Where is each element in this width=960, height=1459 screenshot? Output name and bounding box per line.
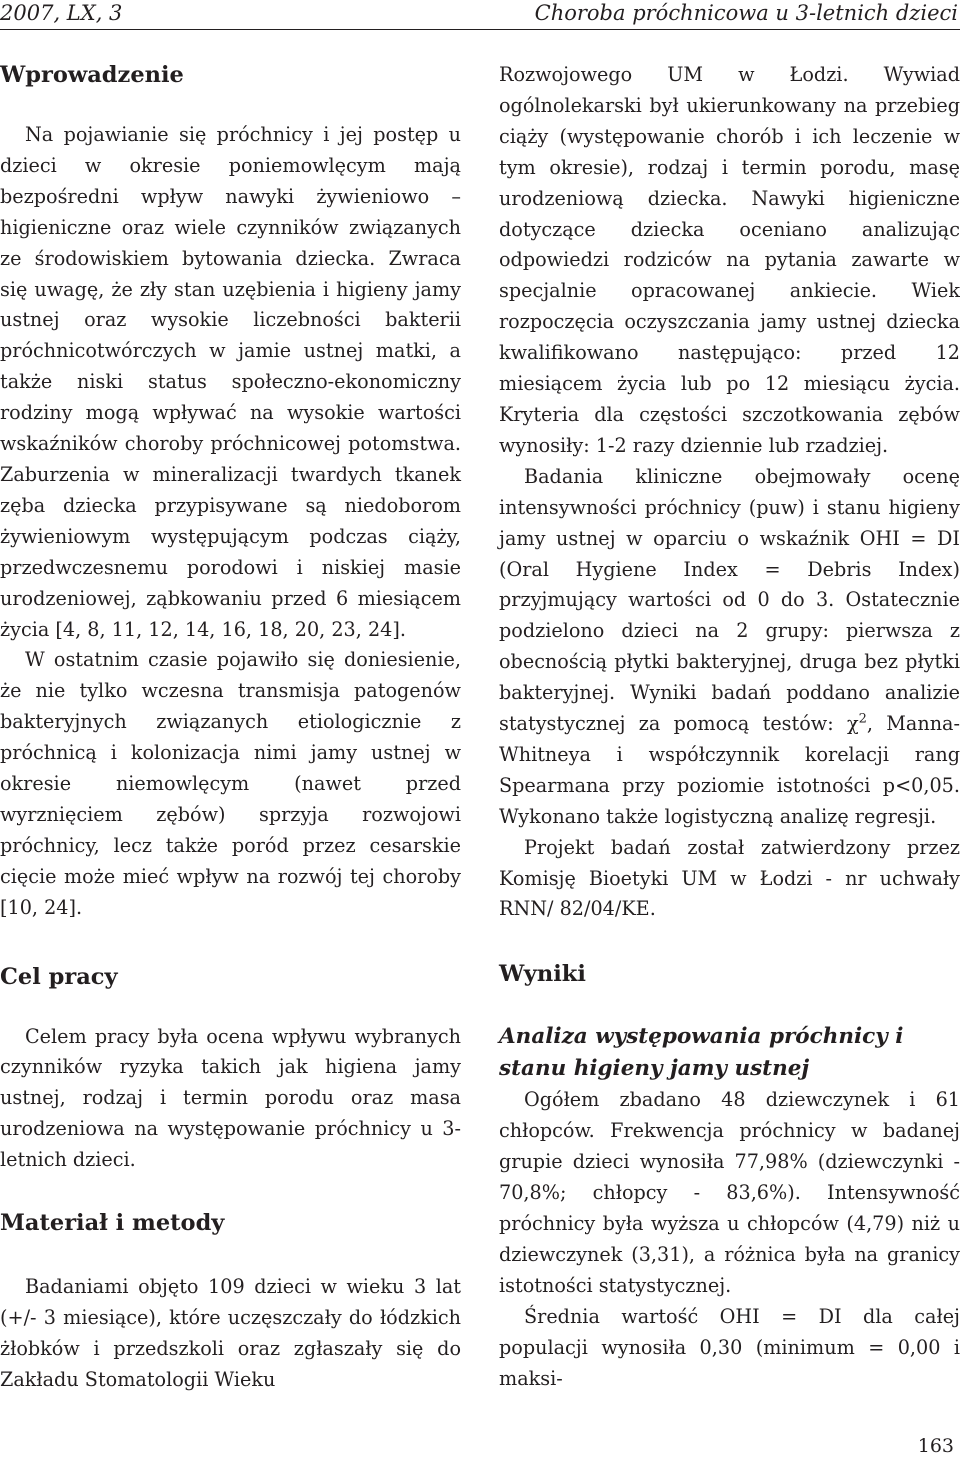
header-rule — [0, 29, 960, 30]
chi-square-superscript: 2 — [858, 711, 867, 727]
methods-paragraph-3 — [499, 462, 960, 833]
results-subheading: Analiza występowania próchnicy i stanu higieny jamy ustnej — [499, 1024, 904, 1082]
introduction-paragraph-2: W ostatnim czasie pojawiło się doniesienie, że nie tylko wczesna transmisja patogenów bakteryjnych związanych etiologicznie z próchnicą i kolonizacja nimi jamy ustnej w okresie niemowlęcym (nawet przed wyrznięciem zębów) sprzyja rozwojowi próchnicy, lecz także poród przez cesarskie cięcie może mieć wpływ na rozwój tej choroby [10, 24]. — [0, 648, 461, 919]
methods-continuation: Rozwojowego UM w Łodzi. Wywiad ogólnolekarski był ukierunkowany na przebieg ciąży (występowanie chorób i ich leczenie w tym okresie), rodzaj i termin porodu, masę urodzeniową dziecka. Nawyki higieniczne dotyczące dziecka oceniano analizując odpowiedzi rodziców na pytania zawarte w specjalnie opracowanej ankiecie. Wiek rozpoczęcia oczyszczania jamy ustnej dziecka kwalifikowano następująco: przed 12 miesiącem życia lub po 12 miesiącu życia. Kryteria dla częstości szczotkowania zębów wynosiły: 1-2 razy dziennie lub rzadziej. — [499, 63, 960, 457]
aim-heading: Cel pracy — [0, 963, 118, 990]
introduction-heading: Wprowadzenie — [0, 62, 184, 88]
right-column — [499, 60, 960, 1394]
methods-paragraph-3-part-a: Badania kliniczne obejmowały ocenę intensywności próchnicy (puw) i stanu higieny jamy ustnej w oparciu o wskaźnik OHI = DI (Oral Hygiene Index = Debris Index) przyjmujący wartości od 0 do 3. Ostatecznie podzielono dzieci na 2 grupy: pierwsza z obecnością płytki bakteryjnej, druga bez płytki bakteryjnej. Wyniki badań poddano analizie statystycznej za pomocą testów: χ — [499, 464, 960, 736]
results-paragraph-1: Ogółem zbadano 48 dziewczynek i 61 chłopców. Frekwencja próchnicy w badanej grupie dzieci wynosiła 77,98% (dziewczynki - 70,8%; chłopcy - 83,6%). Intensywność próchnicy była wyższa u chłopców (4,79) niż u dziewczynek (3,31), a różnica była na granicy istotności statystycznej. — [499, 1088, 960, 1297]
methods-heading: Materiał i metody — [0, 1210, 225, 1237]
left-column — [0, 60, 461, 1396]
methods-paragraph-1: Badaniami objęto 109 dzieci w wieku 3 lat (+/- 3 miesiące), które uczęszczały do łódzkich żłobków i przedszkoli oraz zgłaszały się do Zakładu Stomatologii Wieku — [0, 1275, 461, 1391]
results-paragraph-2: Średnia wartość OHI = DI dla całej populacji wynosiła 0,30 (minimum = 0,00 i maksi- — [499, 1304, 960, 1390]
methods-paragraph-3-part-b: , Manna-Whitneya i współczynnik korelacji rang Spearmana przy poziomie istotności p<0,05. Wykonano także logistyczną analizę regresji. — [499, 712, 960, 828]
page-number: 163 — [917, 1435, 954, 1457]
running-header-title: Choroba próchnicowa u 3-letnich dzieci — [534, 1, 958, 25]
introduction-paragraph-1: Na pojawianie się próchnicy i jej postęp u dzieci w okresie poniemowlęcym mają bezpośredni wpływ nawyki żywieniowo – higieniczne oraz wiele czynników związanych ze środowiskiem bytowania dziecka. Zwraca się uwagę, że zły stan uzębienia i higieny jamy ustnej oraz wysokie liczebności bakterii próchnicotwórczych w jamie ustnej matki, a także niski status społeczno-ekonomiczny rodziny mogą wpływać na wysokie wartości wskaźników choroby próchnicowej potomstwa. Zaburzenia w mineralizacji twardych tkanek zęba dziecka przypisywane są niedoborom żywieniowym występującym podczas ciąży, przedwczesnemu porodowi i niskiej masie urodzeniowej, ząbkowaniu przed 6 miesiącem życia [4, 8, 11, 12, 14, 16, 18, 20, 23, 24]. — [0, 123, 461, 641]
results-heading: Wyniki — [499, 961, 586, 988]
running-header-journal: 2007, LX, 3 — [0, 1, 123, 25]
aim-paragraph: Celem pracy była ocena wpływu wybranych czynników ryzyka takich jak higiena jamy ustnej, rodzaj i termin porodu oraz masa urodzeniowa na występowanie próchnicy u 3-letnich dzieci. — [0, 1024, 461, 1172]
methods-paragraph-4: Projekt badań został zatwierdzony przez Komisję Bioetyki UM w Łodzi - nr uchwały RNN/ 82/04/KE. — [499, 835, 960, 921]
